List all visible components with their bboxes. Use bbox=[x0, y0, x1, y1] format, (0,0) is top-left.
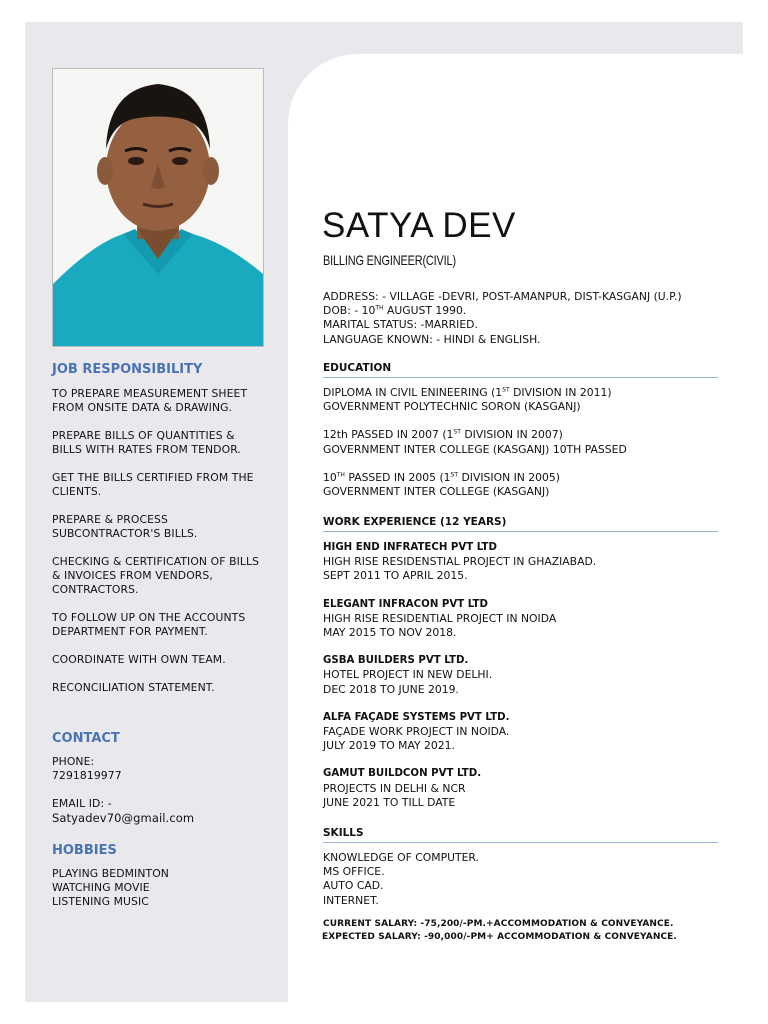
skill-item: AUTO CAD. bbox=[323, 879, 384, 893]
experience-item: HIGH END INFRATECH PVT LTD HIGH RISE RESIDENSTIAL PROJECT IN GHAZIABAD. SEPT 2011 TO APRIL 2015. bbox=[323, 542, 597, 583]
phone-label: PHONE: bbox=[52, 755, 95, 768]
marital-status: MARITAL STATUS: -MARRIED. bbox=[323, 318, 478, 332]
job-item: PREPARE BILLS OF QUANTITIES & BILLS WITH RATES FROM TENDOR. bbox=[52, 429, 241, 456]
education-item: DIPLOMA IN CIVIL ENINEERING (1ST DIVISION IN 2011) GOVERNMENT POLYTECHNIC SORON (KASGANJ) bbox=[323, 386, 612, 414]
hobby-item: LISTENING MUSIC bbox=[52, 895, 149, 908]
hobbies-list bbox=[52, 867, 267, 909]
dob: DOB: - 10TH AUGUST 1990. bbox=[323, 304, 467, 318]
experience-item: GSBA BUILDERS PVT LTD. HOTEL PROJECT IN NEW DELHI. DEC 2018 TO JUNE 2019. bbox=[323, 655, 493, 696]
experience-item: GAMUT BUILDCON PVT LTD. PROJECTS IN DELHI & NCR JUNE 2021 TO TILL DATE bbox=[323, 768, 482, 809]
candidate-name: SATYA DEV bbox=[322, 206, 516, 245]
job-item: RECONCILIATION STATEMENT. bbox=[52, 681, 215, 694]
job-item: PREPARE & PROCESS SUBCONTRACTOR'S BILLS. bbox=[52, 513, 198, 540]
hobbies-heading: HOBBIES bbox=[52, 843, 117, 858]
contact-block bbox=[52, 755, 267, 825]
email-address: Satyadev70@gmail.com bbox=[52, 811, 195, 825]
job-item: CHECKING & CERTIFICATION OF BILLS & INVOICES FROM VENDORS, CONTRACTORS. bbox=[52, 555, 260, 596]
experience-heading: WORK EXPERIENCE (12 YEARS) bbox=[323, 516, 507, 528]
contact-heading: CONTACT bbox=[52, 731, 120, 746]
education-list bbox=[323, 386, 723, 499]
phone-number: 7291819977 bbox=[52, 769, 122, 782]
job-responsibility-heading: JOB RESPONSIBILITY bbox=[52, 362, 203, 377]
job-item: TO FOLLOW UP ON THE ACCOUNTS DEPARTMENT FOR PAYMENT. bbox=[52, 611, 246, 638]
job-title: BILLING ENGINEER(CIVIL) bbox=[323, 252, 456, 268]
education-heading: EDUCATION bbox=[323, 362, 392, 374]
skill-item: MS OFFICE. bbox=[323, 865, 385, 879]
job-item: TO PREPARE MEASUREMENT SHEET FROM ONSITE DATA & DRAWING. bbox=[52, 387, 248, 414]
profile-photo bbox=[52, 68, 264, 347]
job-responsibility-list bbox=[52, 387, 267, 709]
job-item: GET THE BILLS CERTIFIED FROM THE CLIENTS. bbox=[52, 471, 254, 498]
skills-heading: SKILLS bbox=[323, 827, 364, 839]
experience-rule bbox=[323, 531, 718, 532]
skills-list bbox=[323, 851, 723, 908]
education-item: 12th PASSED IN 2007 (1ST DIVISION IN 2007) GOVERNMENT INTER COLLEGE (KASGANJ) 10TH PASSED bbox=[323, 428, 627, 456]
experience-item: ALFA FAÇADE SYSTEMS PVT LTD. FAÇADE WORK PROJECT IN NOIDA. JULY 2019 TO MAY 2021. bbox=[323, 711, 510, 753]
education-item: 10TH PASSED IN 2005 (1ST DIVISION IN 2005) GOVERNMENT INTER COLLEGE (KASGANJ) bbox=[323, 470, 560, 499]
email-label: EMAIL ID: - bbox=[52, 797, 112, 810]
current-salary: CURRENT SALARY: -75,200/-PM.+ACCOMMODATION & CONVEYANCE. bbox=[323, 919, 674, 929]
skills-rule bbox=[323, 842, 718, 843]
experience-item: ELEGANT INFRACON PVT LTD HIGH RISE RESIDENTIAL PROJECT IN NOIDA MAY 2015 TO NOV 2018. bbox=[323, 598, 557, 640]
address: ADDRESS: - VILLAGE -DEVRI, POST-AMANPUR, DIST-KASGANJ (U.P.) bbox=[323, 290, 682, 303]
skill-item: INTERNET. bbox=[323, 893, 379, 907]
expected-salary: EXPECTED SALARY: -90,000/-PM+ ACCOMMODATION & CONVEYANCE. bbox=[322, 932, 677, 942]
experience-list bbox=[323, 541, 723, 810]
hobby-item: WATCHING MOVIE bbox=[52, 881, 150, 894]
personal-details bbox=[323, 290, 723, 347]
skill-item: KNOWLEDGE OF COMPUTER. bbox=[323, 851, 479, 864]
job-item: COORDINATE WITH OWN TEAM. bbox=[52, 653, 226, 666]
hobby-item: PLAYING BEDMINTON bbox=[52, 867, 169, 880]
languages: LANGUAGE KNOWN: - HINDI & ENGLISH. bbox=[323, 332, 541, 346]
education-rule bbox=[323, 377, 718, 378]
